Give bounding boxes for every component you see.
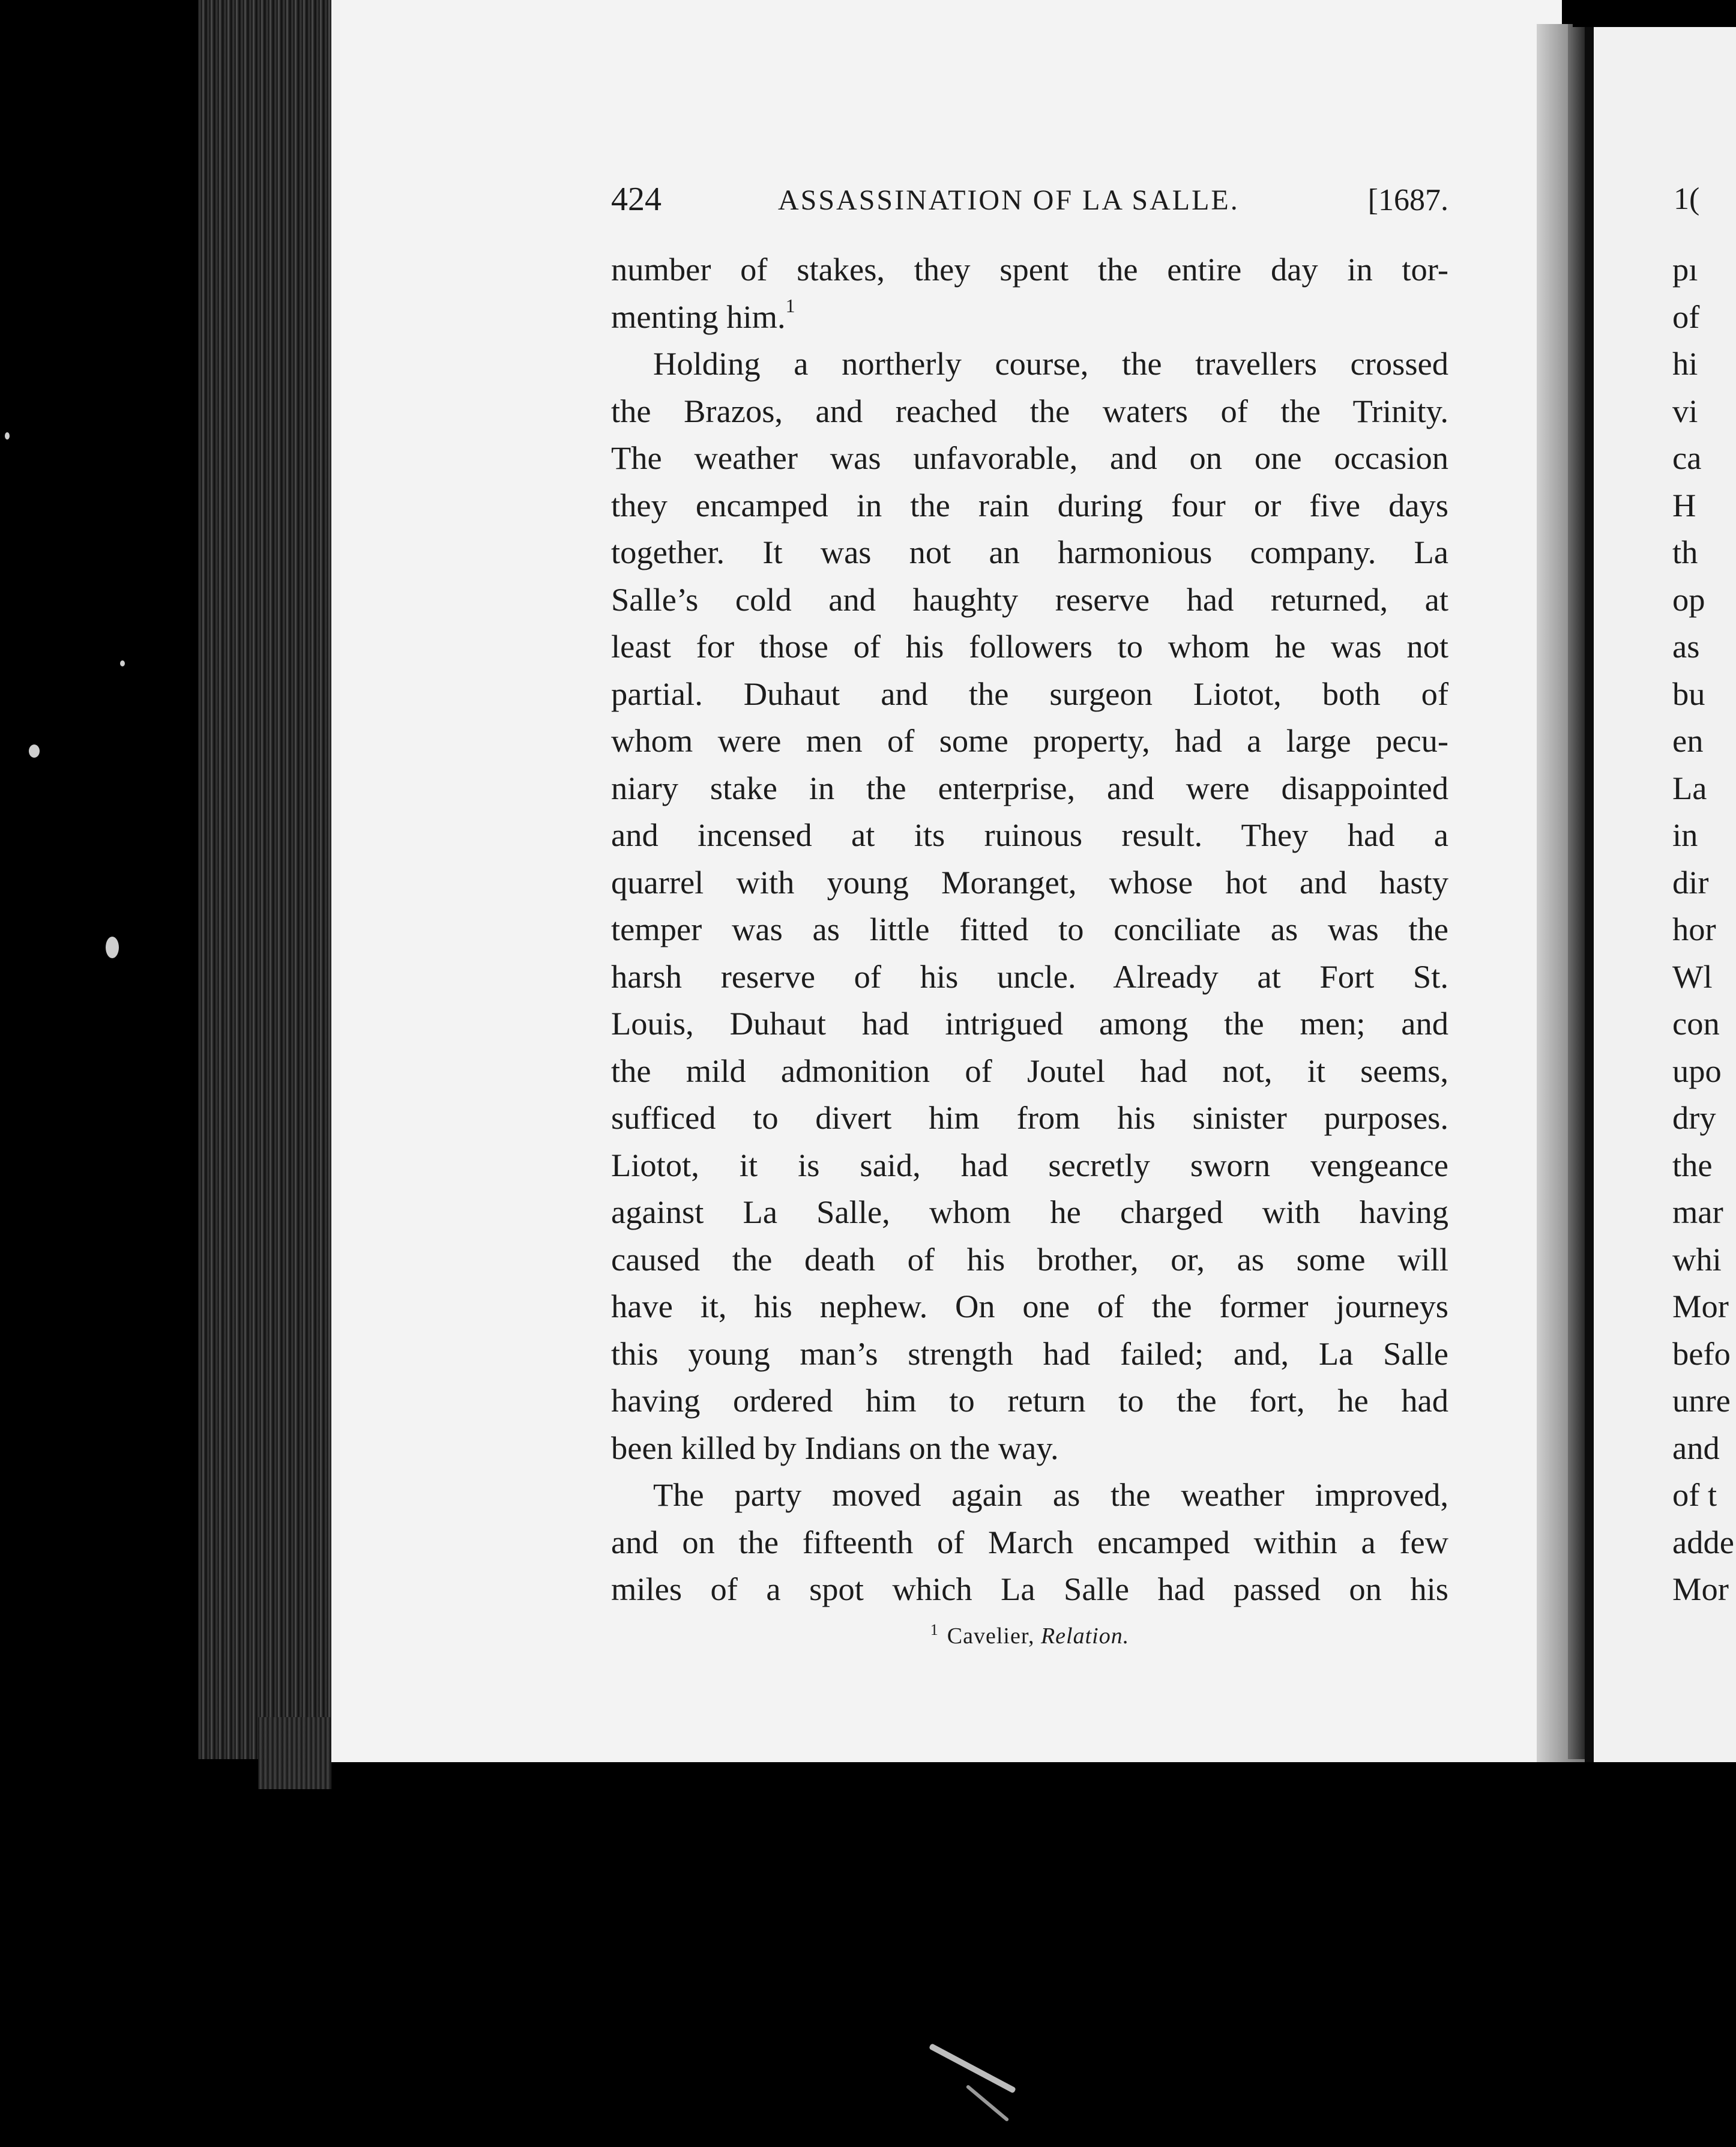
text-fragment: op xyxy=(1672,581,1705,618)
scanner-bed-left xyxy=(0,0,198,2147)
text-fragment: in xyxy=(1672,817,1698,853)
text-fragment: pı xyxy=(1672,251,1698,288)
text-fragment: con xyxy=(1672,1005,1720,1042)
text-line: against La Salle, whom he charged with having xyxy=(611,1194,1448,1230)
text-line: caused the death of his brother, or, as some will xyxy=(611,1240,1448,1278)
text-fragment: adde xyxy=(1672,1523,1734,1560)
text-line: least for those of his followers to whom he was not xyxy=(611,628,1448,665)
paragraph-first-line: The party moved again as the weather improved, xyxy=(653,1476,1448,1513)
text-fragment: of xyxy=(1672,298,1700,335)
text-line: miles of a spot which La Salle had passed on his xyxy=(611,1571,1448,1607)
text-line: having ordered him to return to the fort, he had xyxy=(611,1382,1448,1419)
text-line-content: menting him. xyxy=(611,298,786,335)
text-line xyxy=(611,294,1448,341)
footnote-mark: 1 xyxy=(930,1621,939,1638)
text-fragment: H xyxy=(1672,486,1696,524)
text-fragment: dry xyxy=(1672,1099,1716,1136)
text-fragment: ca xyxy=(1672,439,1702,476)
text-line: harsh reserve of his uncle. Already at Fort St. xyxy=(611,958,1448,995)
text-fragment: of t xyxy=(1672,1476,1717,1513)
text-fragment: befo xyxy=(1672,1335,1731,1372)
text-line: niary stake in the enterprise, and were disappointed xyxy=(611,769,1448,806)
text-line: whom were men of some property, had a large pecu- xyxy=(611,722,1448,759)
text-fragment: dir xyxy=(1672,863,1709,901)
opposite-page-text xyxy=(1672,246,1736,1613)
dust-speck xyxy=(120,660,125,666)
opposite-page-top-shadow xyxy=(1573,0,1736,27)
page-stack-edge xyxy=(198,0,336,1759)
page-stack-edge-bottom xyxy=(258,1717,342,1789)
footnote-author: Cavelier, xyxy=(947,1623,1035,1649)
text-line: they encamped in the rain during four or five days xyxy=(611,486,1448,524)
footnote-work: Relation. xyxy=(1040,1623,1130,1649)
scanner-bed-bottom xyxy=(331,1762,1736,2147)
text-line: the Brazos, and reached the waters of the Trinity. xyxy=(611,392,1448,429)
text-fragment: mar xyxy=(1672,1194,1723,1230)
text-fragment: Mor xyxy=(1672,1288,1729,1324)
footnote xyxy=(611,1621,1448,1649)
dust-speck xyxy=(5,432,10,439)
text-line: and incensed at its ruinous result. They had a xyxy=(611,817,1448,853)
running-title: ASSASSINATION OF LA SALLE. xyxy=(778,184,1240,216)
paragraph-first-line: Holding a northerly course, the travellers crossed xyxy=(653,345,1448,382)
text-fragment: en xyxy=(1672,722,1704,759)
text-fragment: hor xyxy=(1672,911,1716,947)
text-fragment: hi xyxy=(1672,345,1698,382)
text-line: been killed by Indians on the way. xyxy=(611,1429,1059,1466)
text-fragment: bu xyxy=(1672,675,1705,712)
text-line: and on the fifteenth of March encamped within a few xyxy=(611,1523,1448,1560)
running-year: [1687. xyxy=(1367,183,1448,217)
text-fragment: the xyxy=(1672,1146,1713,1183)
footnote-reference: 1 xyxy=(785,294,795,316)
dust-speck xyxy=(106,937,119,958)
body-text xyxy=(611,246,1448,1613)
text-line: The weather was unfavorable, and on one occasion xyxy=(611,439,1448,476)
text-fragment: Mor xyxy=(1672,1571,1729,1607)
text-fragment: and xyxy=(1672,1429,1720,1466)
text-fragment: vi xyxy=(1672,392,1698,429)
running-head xyxy=(611,180,1448,228)
text-line: quarrel with young Moranget, whose hot and hasty xyxy=(611,863,1448,901)
opposite-page-head: 1( xyxy=(1674,182,1700,216)
text-fragment: whi xyxy=(1672,1240,1722,1278)
text-line: partial. Duhaut and the surgeon Liotot, both of xyxy=(611,675,1448,712)
text-line: together. It was not an harmonious company. La xyxy=(611,534,1448,570)
text-line: Salle’s cold and haughty reserve had returned, at xyxy=(611,581,1448,618)
text-fragment: unre xyxy=(1672,1382,1731,1419)
dust-speck xyxy=(29,744,40,758)
text-fragment: upo xyxy=(1672,1052,1722,1089)
text-line: sufficed to divert him from his sinister purposes. xyxy=(611,1099,1448,1136)
text-fragment: Wl xyxy=(1672,958,1713,995)
text-fragment: La xyxy=(1672,769,1707,806)
page-number: 424 xyxy=(611,181,662,218)
text-fragment: th xyxy=(1672,534,1698,570)
text-line: Louis, Duhaut had intrigued among the men; and xyxy=(611,1005,1448,1042)
text-line: temper was as little fitted to conciliate as was the xyxy=(611,911,1448,947)
text-line: this young man’s strength had failed; and, La Salle xyxy=(611,1335,1448,1372)
text-line: number of stakes, they spent the entire day in tor- xyxy=(611,251,1448,288)
text-line: the mild admonition of Joutel had not, it seems, xyxy=(611,1052,1448,1089)
text-line: Liotot, it is said, had secretly sworn vengeance xyxy=(611,1146,1448,1183)
text-fragment: as xyxy=(1672,628,1700,665)
text-line: have it, his nephew. On one of the former journeys xyxy=(611,1288,1448,1324)
